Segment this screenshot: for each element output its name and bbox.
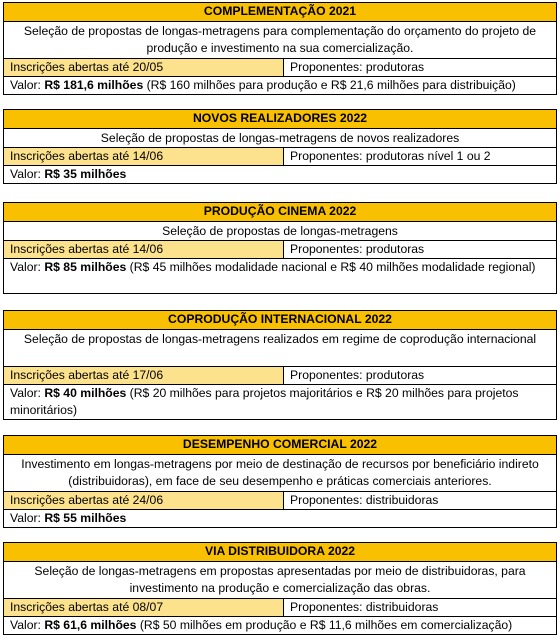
card-description: Seleção de propostas de longas-metragens de novos realizadores [4, 128, 556, 147]
valor-detail: (R$ 160 milhões para produção e R$ 21,6 milhões para distribuição) [143, 78, 516, 92]
card-valor [4, 616, 556, 634]
proponentes: Proponentes: produtoras [290, 242, 425, 256]
card-title: VIA DISTRIBUIDORA 2022 [4, 543, 556, 561]
card-valor [4, 76, 556, 94]
card-title: PRODUÇÃO CINEMA 2022 [4, 203, 556, 221]
proponentes: Proponentes: produtoras [290, 60, 425, 74]
card-info-row [4, 58, 556, 76]
card-description: Seleção de propostas de longas-metragens para complementação do orçamento do projeto de produção e investimento na sua comercialização. [4, 21, 556, 58]
proponentes: Proponentes: distribuidoras [290, 600, 439, 614]
card-title: COMPLEMENTAÇÃO 2021 [4, 3, 556, 21]
card-valor [4, 258, 556, 293]
card-description: Seleção de propostas de longas-metragens [4, 221, 556, 240]
valor-amount: R$ 181,6 milhões [44, 78, 144, 92]
valor-label: Valor: [10, 78, 45, 92]
card-coproducao-internacional-2022 [3, 310, 557, 420]
card-description: Seleção de longas-metragens em propostas apresentadas por meio de distribuidoras, para investimento na produção e comercialização das obras. [4, 561, 556, 598]
card-description: Investimento em longas-metragens por meio de destinação de recursos por beneficiário indireto (distribuidoras), em face de seu desempenho e práticas comerciais anteriores. [4, 454, 556, 491]
card-complementacao-2021 [3, 2, 557, 95]
card-title: DESEMPENHO COMERCIAL 2022 [4, 436, 556, 454]
valor-amount: R$ 85 milhões [44, 260, 127, 274]
card-desempenho-comercial-2022 [3, 435, 557, 528]
valor-amount: R$ 35 milhões [44, 167, 127, 181]
card-novos-realizadores-2022 [3, 109, 557, 184]
valor-amount: R$ 61,6 milhões [44, 618, 137, 632]
valor-amount: R$ 40 milhões [44, 386, 127, 400]
card-via-distribuidora-2022 [3, 542, 557, 635]
card-valor [4, 165, 556, 183]
valor-detail: (R$ 45 milhões modalidade nacional e R$ 40 milhões modalidade regional) [126, 260, 536, 274]
card-producao-cinema-2022 [3, 202, 557, 294]
card-valor [4, 509, 556, 527]
card-title: COPRODUÇÃO INTERNACIONAL 2022 [4, 311, 556, 329]
proponentes: Proponentes: produtoras [290, 368, 425, 382]
card-description: Seleção de propostas de longas-metragens realizados em regime de coprodução internacional [4, 329, 556, 366]
valor-detail: (R$ 50 milhões em produção e R$ 11,6 milhões em comercialização) [136, 618, 513, 632]
inscricoes-deadline: Inscrições abertas até 20/05 [4, 59, 284, 76]
proponentes: Proponentes: produtoras nível 1 ou 2 [290, 149, 491, 163]
card-info-row [4, 598, 556, 616]
card-info-row [4, 366, 556, 384]
card-info-row [4, 240, 556, 258]
valor-label: Valor: [10, 167, 45, 181]
valor-detail: (R$ 20 milhões para projetos majoritários e R$ 20 milhões para projetos minoritários) [10, 386, 519, 417]
card-title: NOVOS REALIZADORES 2022 [4, 110, 556, 128]
valor-label: Valor: [10, 386, 45, 400]
proponentes: Proponentes: distribuidoras [290, 493, 439, 507]
card-info-row [4, 147, 556, 165]
card-valor [4, 384, 556, 419]
valor-label: Valor: [10, 618, 45, 632]
inscricoes-deadline: Inscrições abertas até 08/07 [4, 599, 284, 616]
card-info-row [4, 491, 556, 509]
inscricoes-deadline: Inscrições abertas até 24/06 [4, 492, 284, 509]
valor-label: Valor: [10, 511, 45, 525]
inscricoes-deadline: Inscrições abertas até 14/06 [4, 148, 284, 165]
valor-amount: R$ 55 milhões [44, 511, 127, 525]
inscricoes-deadline: Inscrições abertas até 14/06 [4, 241, 284, 258]
inscricoes-deadline: Inscrições abertas até 17/06 [4, 367, 284, 384]
valor-label: Valor: [10, 260, 45, 274]
